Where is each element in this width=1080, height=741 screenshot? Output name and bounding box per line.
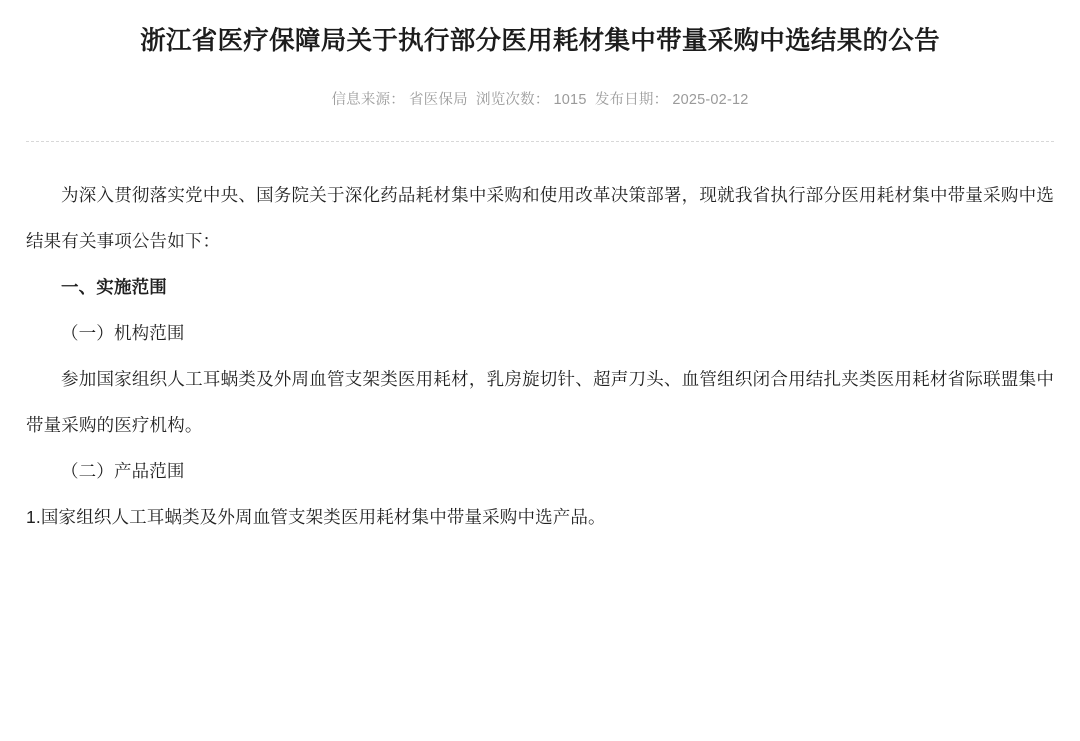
meta-views-label: 浏览次数： (476, 92, 550, 109)
section-heading-scope: 一、实施范围 (61, 277, 167, 298)
meta-source-value: 省医保局 (408, 92, 468, 109)
paragraph-product-item-1: 1.国家组织人工耳蜗类及外周血管支架类医用耗材集中带量采购中选产品。 (26, 507, 606, 528)
header-divider (26, 141, 1054, 142)
meta-publish-value: 2025-02-12 (672, 92, 749, 109)
paragraph-institutions: 参加国家组织人工耳蜗类及外周血管支架类医用耗材，乳房旋切针、超声刀头、血管组织闭合用结扎夹类医用耗材省际联盟集中带量采购的医疗机构。 (26, 369, 1054, 436)
subsection-heading-institutions: （一）机构范围 (61, 323, 185, 344)
subsection-heading-products: （二）产品范围 (61, 461, 185, 482)
document-meta (26, 88, 1054, 109)
meta-publish-label: 发布日期： (594, 92, 669, 109)
document-body (26, 172, 1054, 540)
paragraph-intro: 为深入贯彻落实党中央、国务院关于深化药品耗材集中采购和使用改革决策部署，现就我省执行部分医用耗材集中带量采购中选结果有关事项公告如下： (26, 185, 1054, 252)
page-title: 浙江省医疗保障局关于执行部分医用耗材集中带量采购中选结果的公告 (140, 27, 940, 55)
meta-source-label: 信息来源： (331, 92, 405, 109)
meta-views-value: 1015 (553, 92, 587, 109)
